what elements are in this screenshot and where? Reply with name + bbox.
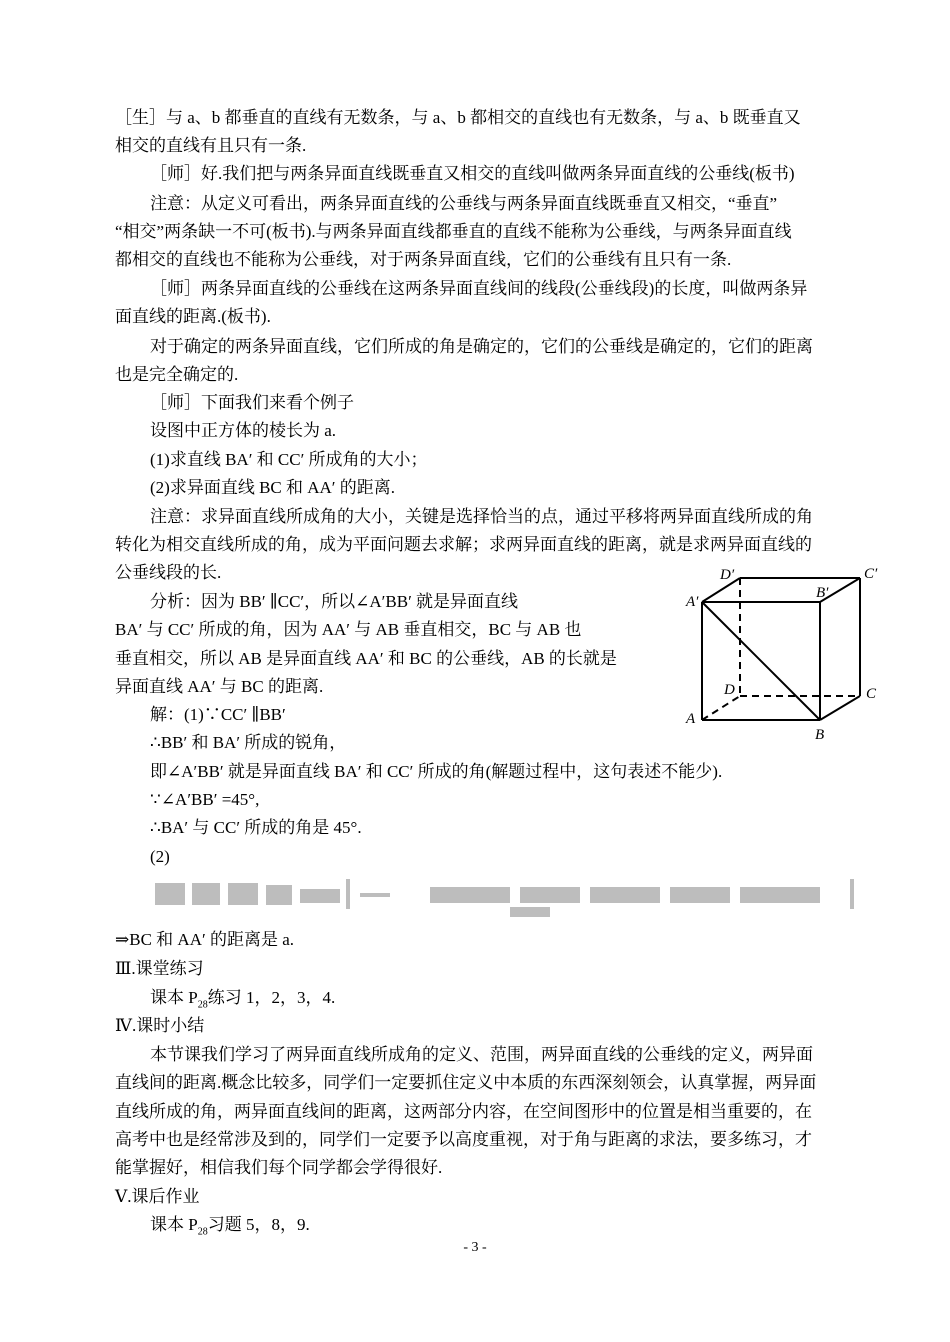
paragraph-line: 直线间的距离.概念比较多，同学们一定要抓住定义中本质的东西深刻领会，认真掌握，两异面	[115, 1073, 817, 1092]
label-B: B	[815, 727, 825, 743]
label-D: D	[724, 682, 735, 698]
section-heading: Ⅲ.课堂练习	[115, 959, 204, 978]
paragraph-line: ［生］与 a、b 都垂直的直线有无数条，与 a、b 都相交的直线也有无数条，与 a、b 既垂直又	[115, 108, 801, 127]
label-Cp: C′	[864, 566, 878, 582]
paragraph-line: ∴BA′ 与 CC′ 所成的角是 45°.	[150, 818, 362, 837]
label-Bp: B′	[816, 585, 829, 601]
paragraph-line: ∵∠A′BB′ =45°,	[150, 790, 260, 809]
paragraph-line: ∴BB′ 和 BA′ 所成的锐角，	[150, 733, 347, 752]
label-C: C	[866, 686, 877, 702]
paragraph-line: 也是完全确定的.	[115, 365, 239, 384]
paragraph-line: (1)求直线 BA′ 和 CC′ 所成角的大小；	[150, 450, 428, 469]
paragraph-line: 转化为相交直线所成的角，成为平面问题去求解；求两异面直线的距离，就是求两异面直线的	[115, 535, 812, 554]
paragraph-line: 注意：从定义可看出，两条异面直线的公垂线与两条异面直线既垂直又相交，“垂直”	[150, 194, 778, 213]
label-A: A	[686, 711, 696, 727]
paragraph-line: 分析：因为 BB′ ∥CC′，所以∠A′BB′ 就是异面直线	[150, 592, 519, 611]
section-heading: Ⅳ.课时小结	[115, 1016, 205, 1035]
hidden-edge-AD	[702, 696, 740, 720]
paragraph-line: ［师］好.我们把与两条异面直线既垂直又相交的直线叫做两条异面直线的公垂线(板书)	[150, 164, 795, 183]
paragraph-line: 异面直线 AA′ 与 BC 的距离.	[115, 677, 324, 696]
paragraph-line: BA′ 与 CC′ 所成的角，因为 AA′ 与 AB 垂直相交，BC 与 AB 也	[115, 620, 582, 639]
diagonal-ApB	[702, 602, 820, 720]
paragraph-line: 课本 $P_{28}$练习 1，2，3，4.	[150, 988, 336, 1011]
section-heading: Ⅴ.课后作业	[115, 1187, 200, 1206]
paragraph-line: 能掌握好，相信我们每个同学都会学得很好.	[115, 1158, 443, 1177]
paragraph-line: 本节课我们学习了两异面直线所成角的定义、范围，两异面直线的公垂线的定义，两异面	[150, 1045, 813, 1064]
label-Dp: D′	[720, 567, 735, 583]
blurred-formula-image	[150, 875, 870, 920]
cube-figure	[680, 558, 880, 748]
paragraph-line: ［师］下面我们来看个例子	[150, 393, 354, 412]
paragraph-line: ⇒BC 和 AA′ 的距离是 a.	[115, 930, 294, 949]
paragraph-line: 解：(1)∵CC′ ∥BB′	[150, 705, 286, 724]
paragraph-line: 直线所成的角，两异面直线间的距离，这两部分内容，在空间图形中的位置是相当重要的，在	[115, 1102, 812, 1121]
paragraph-line: 即∠A′BB′ 就是异面直线 BA′ 和 CC′ 所成的角(解题过程中，这句表述不能少).	[150, 762, 723, 781]
paragraph-line: 注意：求异面直线所成角的大小，关键是选择恰当的点，通过平移将两异面直线所成的角	[150, 507, 813, 526]
paragraph-line: 课本 $P_{28}$习题 5，8，9.	[150, 1215, 310, 1238]
paragraph-line: 相交的直线有且只有一条.	[115, 136, 307, 155]
edge-BC	[820, 696, 860, 720]
paragraph-line: 设图中正方体的棱长为 a.	[150, 421, 337, 440]
paragraph-line: ［师］两条异面直线的公垂线在这两条异面直线间的线段(公垂线段)的长度，叫做两条异	[150, 279, 808, 298]
paragraph-line: 公垂线段的长.	[115, 563, 222, 582]
paragraph-line: 面直线的距离.(板书).	[115, 307, 271, 326]
paragraph-line: 对于确定的两条异面直线，它们所成的角是确定的，它们的公垂线是确定的，它们的距离	[150, 337, 813, 356]
paragraph-line: 垂直相交，所以 AB 是异面直线 AA′ 和 BC 的公垂线，AB 的长就是	[115, 649, 617, 668]
paragraph-line: (2)	[150, 847, 170, 866]
page-number: - 3 -	[463, 1240, 487, 1255]
paragraph-line: 都相交的直线也不能称为公垂线，对于两条异面直线，它们的公垂线有且只有一条.	[115, 250, 732, 269]
label-Ap: A′	[686, 594, 699, 610]
paragraph-line: “相交”两条缺一不可(板书).与两条异面直线都垂直的直线不能称为公垂线，与两条异面直线	[115, 222, 792, 241]
paragraph-line: (2)求异面直线 BC 和 AA′ 的距离.	[150, 478, 396, 497]
paragraph-line: 高考中也是经常涉及到的，同学们一定要予以高度重视，对于角与距离的求法，要多练习，才	[115, 1130, 812, 1149]
